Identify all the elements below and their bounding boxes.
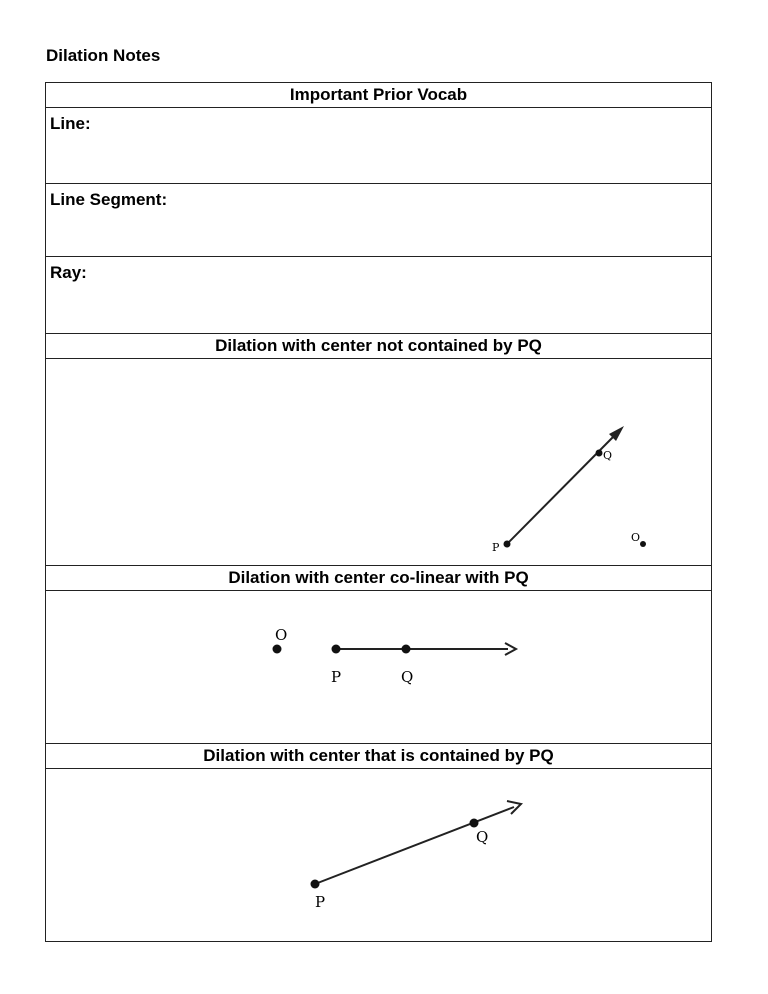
diagram-not-contained [46, 359, 713, 565]
section-header-not-contained: Dilation with center not contained by PQ [46, 334, 712, 359]
point-p [504, 541, 511, 548]
section-header-contained: Dilation with center that is contained by PQ [46, 744, 712, 769]
point-q [470, 819, 479, 828]
diagram-co-linear [46, 591, 713, 743]
point-p [311, 880, 320, 889]
vocab-term-ray: Ray: [46, 257, 712, 334]
label-p: P [331, 668, 342, 686]
point-q [402, 645, 411, 654]
point-o [640, 541, 646, 547]
figure-cell-not-contained [46, 359, 712, 566]
point-p [332, 645, 341, 654]
point-q [596, 450, 603, 457]
point-o [273, 645, 282, 654]
vocab-header: Important Prior Vocab [46, 83, 712, 108]
label-p: P [492, 541, 500, 554]
vocab-term-line: Line: [46, 108, 712, 184]
vocab-term-line-segment: Line Segment: [46, 184, 712, 257]
label-q: Q [401, 668, 414, 686]
figure-cell-contained [46, 769, 712, 942]
label-o: O [631, 531, 641, 544]
label-q: Q [476, 828, 489, 846]
label-q: Q [603, 449, 613, 462]
figure-cell-co-linear [46, 591, 712, 744]
section-header-co-linear: Dilation with center co-linear with PQ [46, 566, 712, 591]
notes-table [45, 82, 712, 942]
label-o: O [275, 626, 288, 644]
label-p: P [315, 893, 326, 911]
document-title: Dilation Notes [46, 46, 161, 65]
diagram-contained [46, 769, 713, 941]
